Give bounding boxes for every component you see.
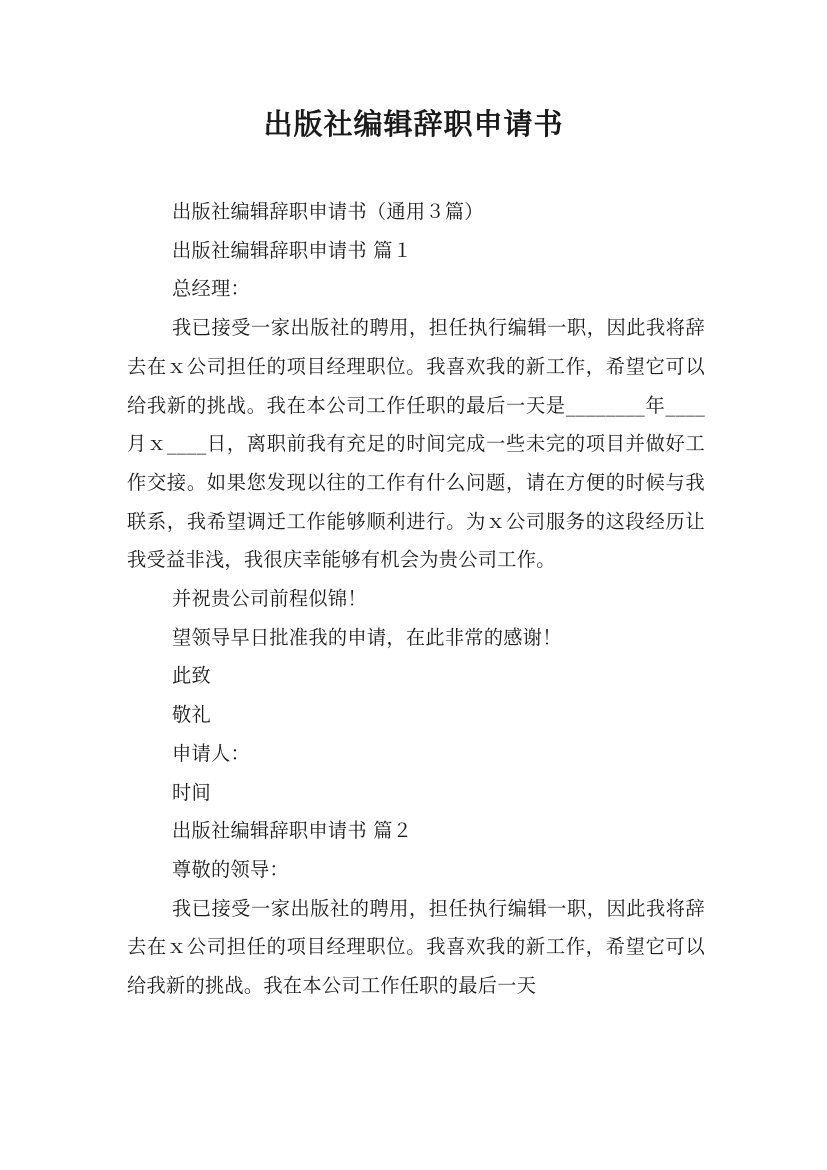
section-heading-2: 出版社编辑辞职申请书 篇２	[172, 819, 413, 843]
paragraph-1: 我已接受一家出版社的聘用，担任执行编辑一职，因此我将辞去在ｘ公司担任的项目经理职位。我喜欢我的新工作，希望它可以给我新的挑战。我在本公司工作任职的最后一天是________年____月ｘ____日，离职前我有充足的时间完成一些未完的项目并做好工作交接。如果您发现以往的工作有什么问题，请在方便的时候与我联系，我希望调迁工作能够顺利进行。为ｘ公司服务的这段经历让我受益非浅，我很庆幸能够有机会为贵公司工作。	[127, 316, 705, 572]
paragraph-2: 我已接受一家出版社的聘用，担任执行编辑一职，因此我将辞去在ｘ公司担任的项目经理职位。我喜欢我的新工作，希望它可以给我新的挑战。我在本公司工作任职的最后一天	[127, 896, 705, 998]
wish-line: 并祝贵公司前程似锦！	[172, 587, 367, 611]
time-line: 时间	[172, 780, 211, 804]
closing-jingli: 敬礼	[172, 703, 211, 727]
closing-cizhi: 此致	[172, 664, 211, 688]
intro-line: 出版社编辑辞职申请书（通用３篇）	[172, 200, 484, 223]
hope-line: 望领导早日批准我的申请，在此非常的感谢！	[172, 625, 562, 649]
document-title: 出版社编辑辞职申请书	[263, 107, 564, 141]
salutation-2: 尊敬的领导：	[172, 857, 289, 881]
salutation-1: 总经理：	[172, 277, 250, 301]
section-heading-1: 出版社编辑辞职申请书 篇１	[172, 238, 413, 262]
applicant-line: 申请人：	[172, 741, 250, 765]
document-body	[127, 193, 705, 1006]
